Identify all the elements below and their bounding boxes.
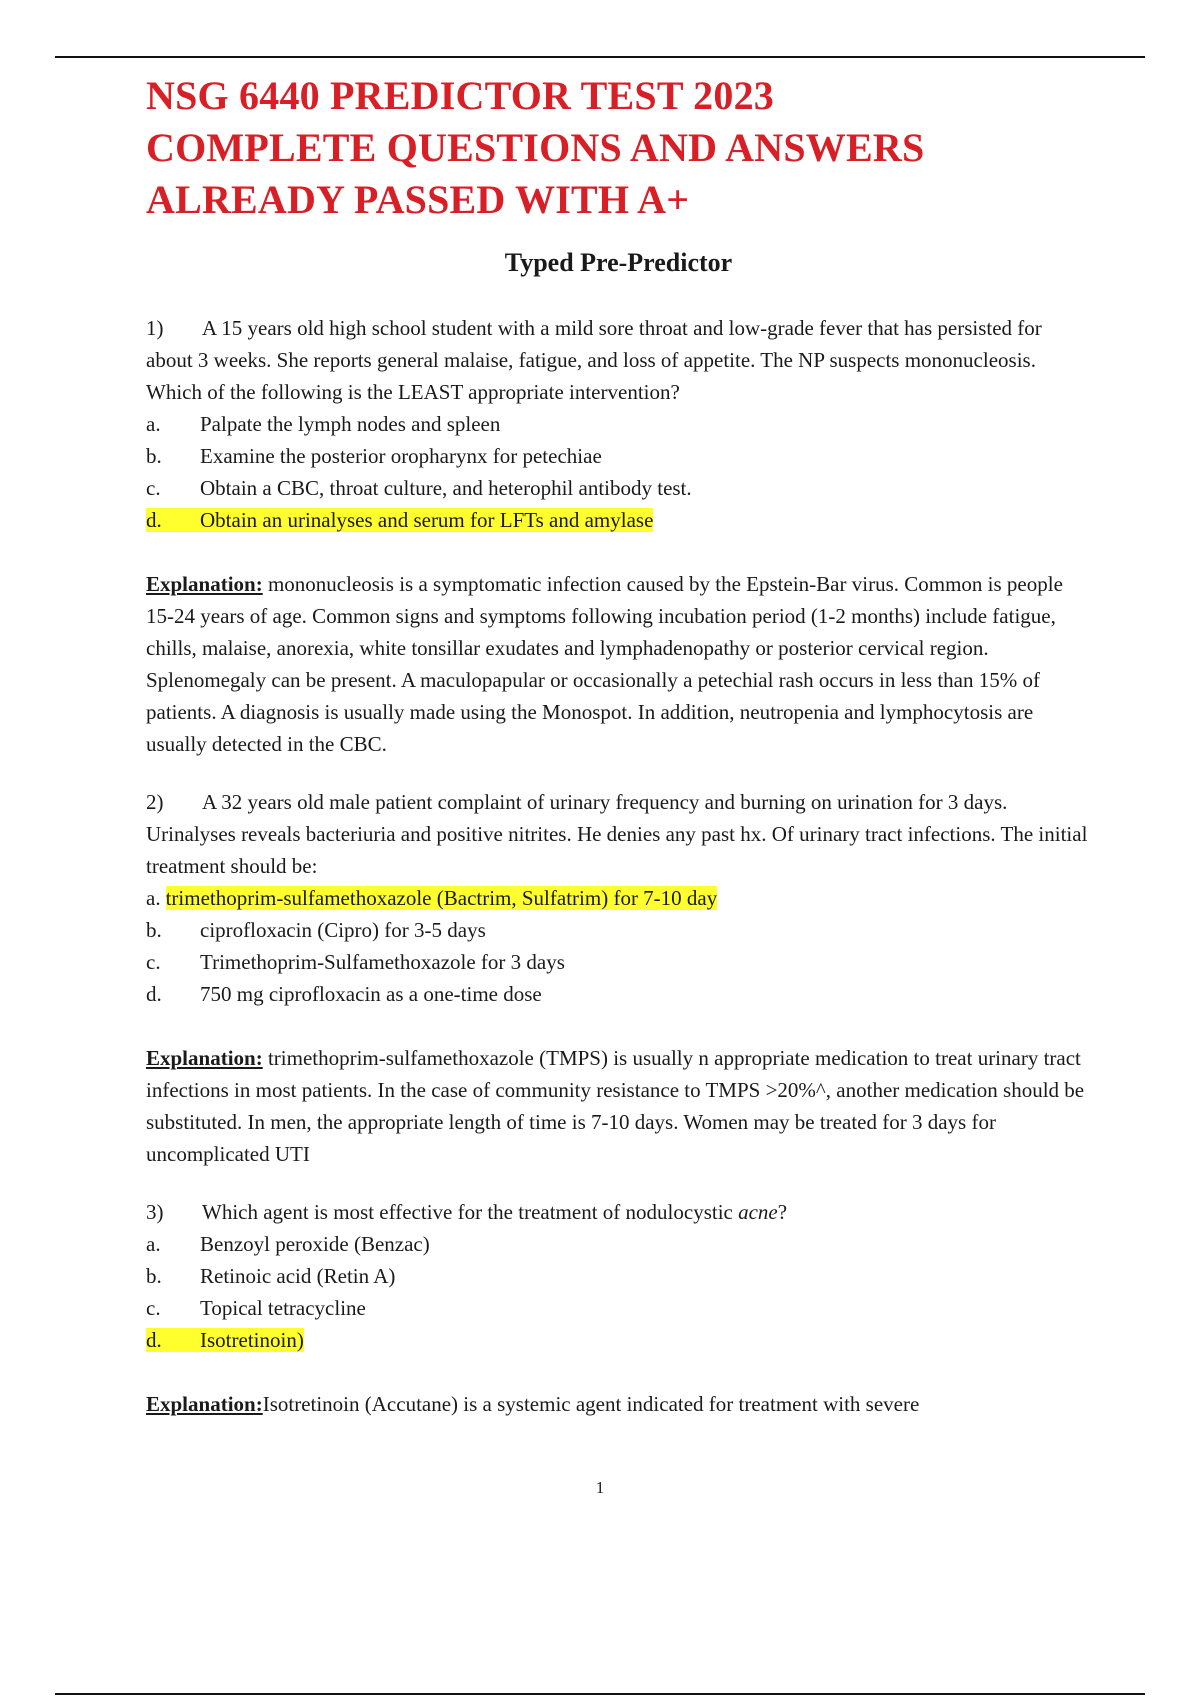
option-text: Topical tetracycline xyxy=(200,1296,366,1320)
explanation xyxy=(146,1388,1091,1420)
option-b xyxy=(146,1260,1091,1292)
option-letter: a. xyxy=(146,1232,161,1256)
question-stem xyxy=(146,786,1091,882)
page-number: 1 xyxy=(595,1478,605,1497)
question-stem xyxy=(146,1196,1091,1228)
option-letter: a. xyxy=(146,412,161,436)
question-text: A 15 years old high school student with a mild sore throat and low-grade fever that has persisted for about 3 weeks. She reports general malaise, fatigue, and loss of appetite. The NP suspects mononucleosis. Which of the following is the LEAST appropriate intervention? xyxy=(146,316,1042,404)
document-page xyxy=(146,70,1091,1420)
option-text: ciprofloxacin (Cipro) for 3-5 days xyxy=(200,918,486,942)
option-a xyxy=(146,408,1091,440)
option-b xyxy=(146,440,1091,472)
option-letter: b. xyxy=(146,444,162,468)
option-letter: a. xyxy=(146,886,161,910)
option-letter: c. xyxy=(146,950,161,974)
option-a-correct-answer xyxy=(146,882,1091,914)
option-text: trimethoprim-sulfamethoxazole (Bactrim, Sulfatrim) for 7-10 day xyxy=(165,886,718,910)
explanation-label: Explanation: xyxy=(146,1392,263,1416)
title-line-1: NSG 6440 PREDICTOR TEST 2023 xyxy=(146,73,774,118)
option-letter: c. xyxy=(146,1296,161,1320)
option-letter: b. xyxy=(146,918,162,942)
option-d-correct-answer xyxy=(146,1324,1091,1356)
question-3 xyxy=(146,1196,1091,1420)
question-text-suffix: ? xyxy=(777,1200,788,1224)
answer-options xyxy=(146,1228,1091,1356)
question-number: 3) xyxy=(146,1200,164,1224)
option-b xyxy=(146,914,1091,946)
option-text: Obtain a CBC, throat culture, and heterophil antibody test. xyxy=(200,476,692,500)
explanation-text: trimethoprim-sulfamethoxazole (TMPS) is usually n appropriate medication to treat urinary tract infections in most patients. In the case of community resistance to TMPS >20%^, another medication should be substituted. In men, the appropriate length of time is 7-10 days. Women may be treated for 3 days for uncomplicated UTI xyxy=(146,1046,1085,1166)
explanation-text: Isotretinoin (Accutane) is a systemic agent indicated for treatment with severe xyxy=(262,1392,920,1416)
option-letter: d. xyxy=(146,982,162,1006)
option-d xyxy=(146,978,1091,1010)
question-text-italic: acne xyxy=(738,1200,778,1224)
option-letter: d. xyxy=(146,508,162,532)
option-text: 750 mg ciprofloxacin as a one-time dose xyxy=(200,982,542,1006)
option-letter: c. xyxy=(146,476,161,500)
option-a xyxy=(146,1228,1091,1260)
top-rule xyxy=(55,56,1145,58)
option-text: Trimethoprim-Sulfamethoxazole for 3 days xyxy=(200,950,565,974)
question-number: 1) xyxy=(146,316,164,340)
option-text: Obtain an urinalyses and serum for LFTs and amylase xyxy=(200,508,654,532)
question-stem xyxy=(146,312,1091,408)
option-c xyxy=(146,1292,1091,1324)
explanation xyxy=(146,568,1091,760)
option-text: Isotretinoin) xyxy=(200,1328,304,1352)
document-subtitle: Typed Pre-Predictor xyxy=(504,248,733,277)
answer-options xyxy=(146,408,1091,536)
option-text: Retinoic acid (Retin A) xyxy=(200,1264,396,1288)
question-1 xyxy=(146,312,1091,760)
title-line-3: ALREADY PASSED WITH A+ xyxy=(146,177,690,222)
option-letter: d. xyxy=(146,1328,162,1352)
option-text: Examine the posterior oropharynx for petechiae xyxy=(200,444,602,468)
bottom-rule xyxy=(55,1693,1145,1695)
question-text: A 32 years old male patient complaint of urinary frequency and burning on urination for 3 days. Urinalyses reveals bacteriuria and positive nitrites. He denies any past hx. Of urinary tract infections. The initial treatment should be: xyxy=(146,790,1088,878)
explanation-label: Explanation: xyxy=(146,572,263,596)
explanation-label: Explanation: xyxy=(146,1046,263,1070)
question-2 xyxy=(146,786,1091,1170)
option-c xyxy=(146,472,1091,504)
explanation-text: mononucleosis is a symptomatic infection caused by the Epstein-Bar virus. Common is people 15-24 years of age. Common signs and symptoms following incubation period (1-2 months) include fatigue, chills, malaise, anorexia, white tonsillar exudates and lymphadenopathy or posterior cervical region. Splenomegaly can be present. A maculopapular or occasionally a petechial rash occurs in less than 15% of patients. A diagnosis is usually made using the Monospot. In addition, neutropenia and lymphocytosis are usually detected in the CBC. xyxy=(146,572,1063,756)
question-number: 2) xyxy=(146,790,164,814)
option-text: Palpate the lymph nodes and spleen xyxy=(200,412,501,436)
question-text: Which agent is most effective for the treatment of nodulocystic xyxy=(202,1200,739,1224)
option-text: Benzoyl peroxide (Benzac) xyxy=(200,1232,430,1256)
option-c xyxy=(146,946,1091,978)
document-title xyxy=(146,70,1091,226)
option-d-correct-answer xyxy=(146,504,1091,536)
title-line-2: COMPLETE QUESTIONS AND ANSWERS xyxy=(146,125,925,170)
option-letter: b. xyxy=(146,1264,162,1288)
explanation xyxy=(146,1042,1091,1170)
answer-options xyxy=(146,882,1091,1010)
